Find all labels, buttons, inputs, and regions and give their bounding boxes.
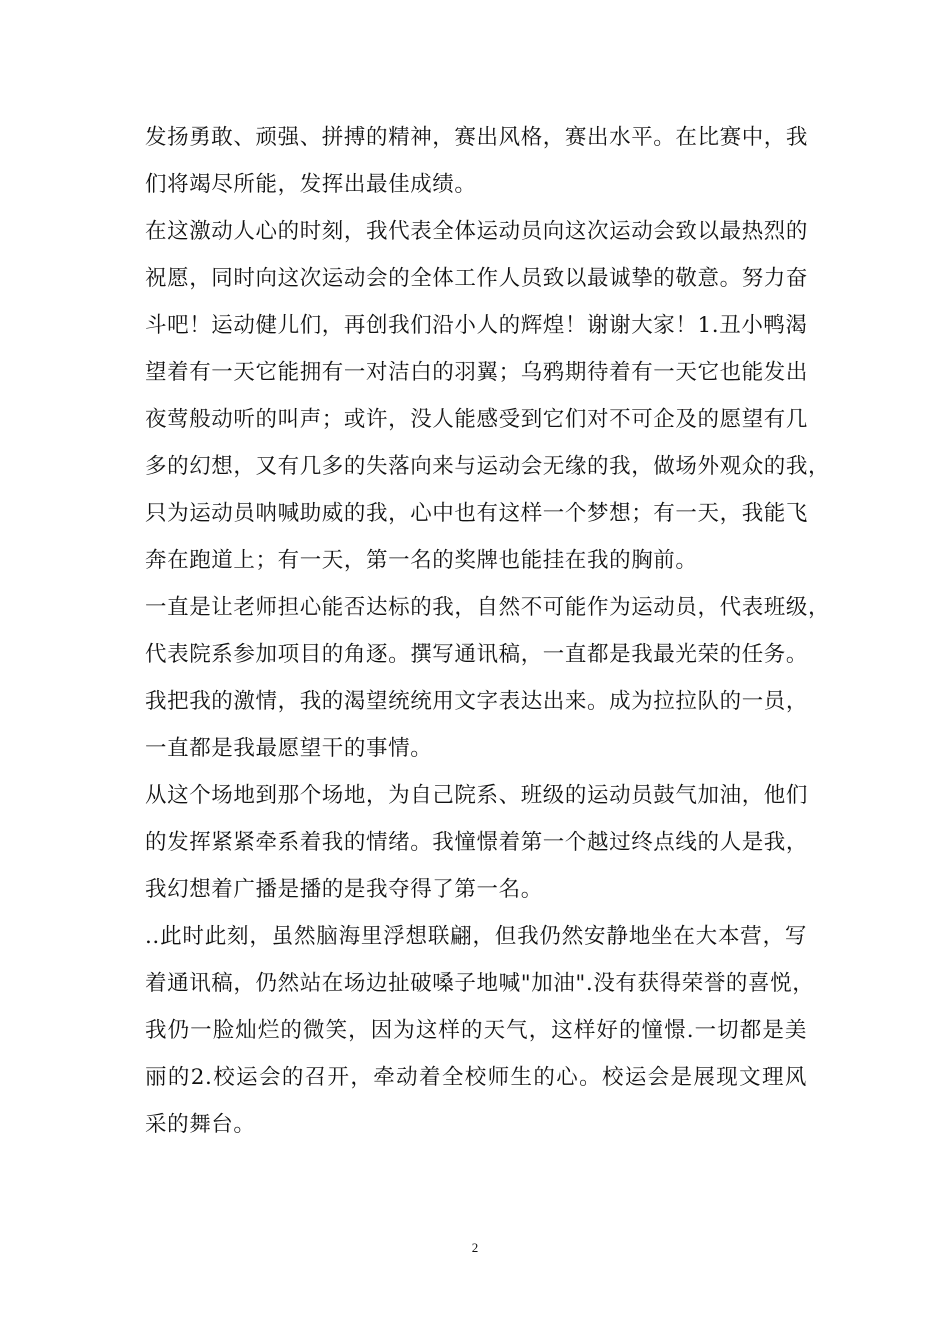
text-line: 祝愿，同时向这次运动会的全体工作人员致以最诚挚的敬意。努力奋 bbox=[145, 266, 809, 291]
paragraph-5 bbox=[145, 913, 815, 1148]
text-line: 们将竭尽所能，发挥出最佳成绩。 bbox=[145, 172, 477, 197]
text-line: 从这个场地到那个场地，为自己院系、班级的运动员鼓气加油，他们 bbox=[145, 783, 809, 808]
text-line: 斗吧！运动健儿们，再创我们沿小人的辉煌！谢谢大家！1.丑小鸭渴 bbox=[145, 313, 808, 338]
text-line: 的发挥紧紧牵系着我的情绪。我憧憬着第一个越过终点线的人是我， bbox=[145, 830, 809, 855]
text-line: 夜莺般动听的叫声；或许，没人能感受到它们对不可企及的愿望有几 bbox=[145, 407, 809, 432]
text-line: 在这激动人心的时刻，我代表全体运动员向这次运动会致以最热烈的 bbox=[145, 219, 809, 244]
text-line: 我把我的激情，我的渴望统统用文字表达出来。成为拉拉队的一员， bbox=[145, 689, 809, 714]
text-line: 采的舞台。 bbox=[145, 1112, 256, 1137]
paragraph-3 bbox=[145, 584, 831, 772]
paragraph-2 bbox=[145, 208, 831, 584]
text-line: 奔在跑道上；有一天，第一名的奖牌也能挂在我的胸前。 bbox=[145, 548, 698, 573]
text-line: 一直是让老师担心能否达标的我，自然不可能作为运动员，代表班级， bbox=[145, 595, 831, 620]
paragraph-4 bbox=[145, 772, 807, 913]
page-number: 2 bbox=[471, 1240, 479, 1255]
text-line: 一直都是我最愿望干的事情。 bbox=[145, 736, 433, 761]
text-line: 我仍一脸灿烂的微笑，因为这样的天气，这样好的憧憬.一切都是美 bbox=[145, 1018, 807, 1043]
paragraph-1 bbox=[145, 114, 807, 208]
text-line: 我幻想着广播是播的是我夺得了第一名。 bbox=[145, 877, 543, 902]
text-line: 望着有一天它能拥有一对洁白的羽翼；乌鸦期待着有一天它也能发出 bbox=[145, 360, 809, 385]
text-line: ..此时此刻，虽然脑海里浮想联翩，但我仍然安静地坐在大本营，写 bbox=[145, 924, 807, 949]
text-line: 多的幻想，又有几多的失落向来与运动会无缘的我，做场外观众的我， bbox=[145, 454, 831, 479]
text-line: 着通讯稿，仍然站在场边扯破嗓子地喊"加油".没有获得荣誉的喜悦， bbox=[145, 971, 815, 996]
text-line: 丽的2.校运会的召开，牵动着全校师生的心。校运会是展现文理风 bbox=[145, 1065, 807, 1090]
text-line: 发扬勇敢、顽强、拼搏的精神，赛出风格，赛出水平。在比赛中，我 bbox=[145, 125, 809, 150]
body-text bbox=[145, 114, 831, 1148]
text-line: 代表院系参加项目的角逐。撰写通讯稿，一直都是我最光荣的任务。 bbox=[145, 642, 809, 667]
text-line: 只为运动员呐喊助威的我，心中也有这样一个梦想；有一天，我能飞 bbox=[145, 501, 809, 526]
